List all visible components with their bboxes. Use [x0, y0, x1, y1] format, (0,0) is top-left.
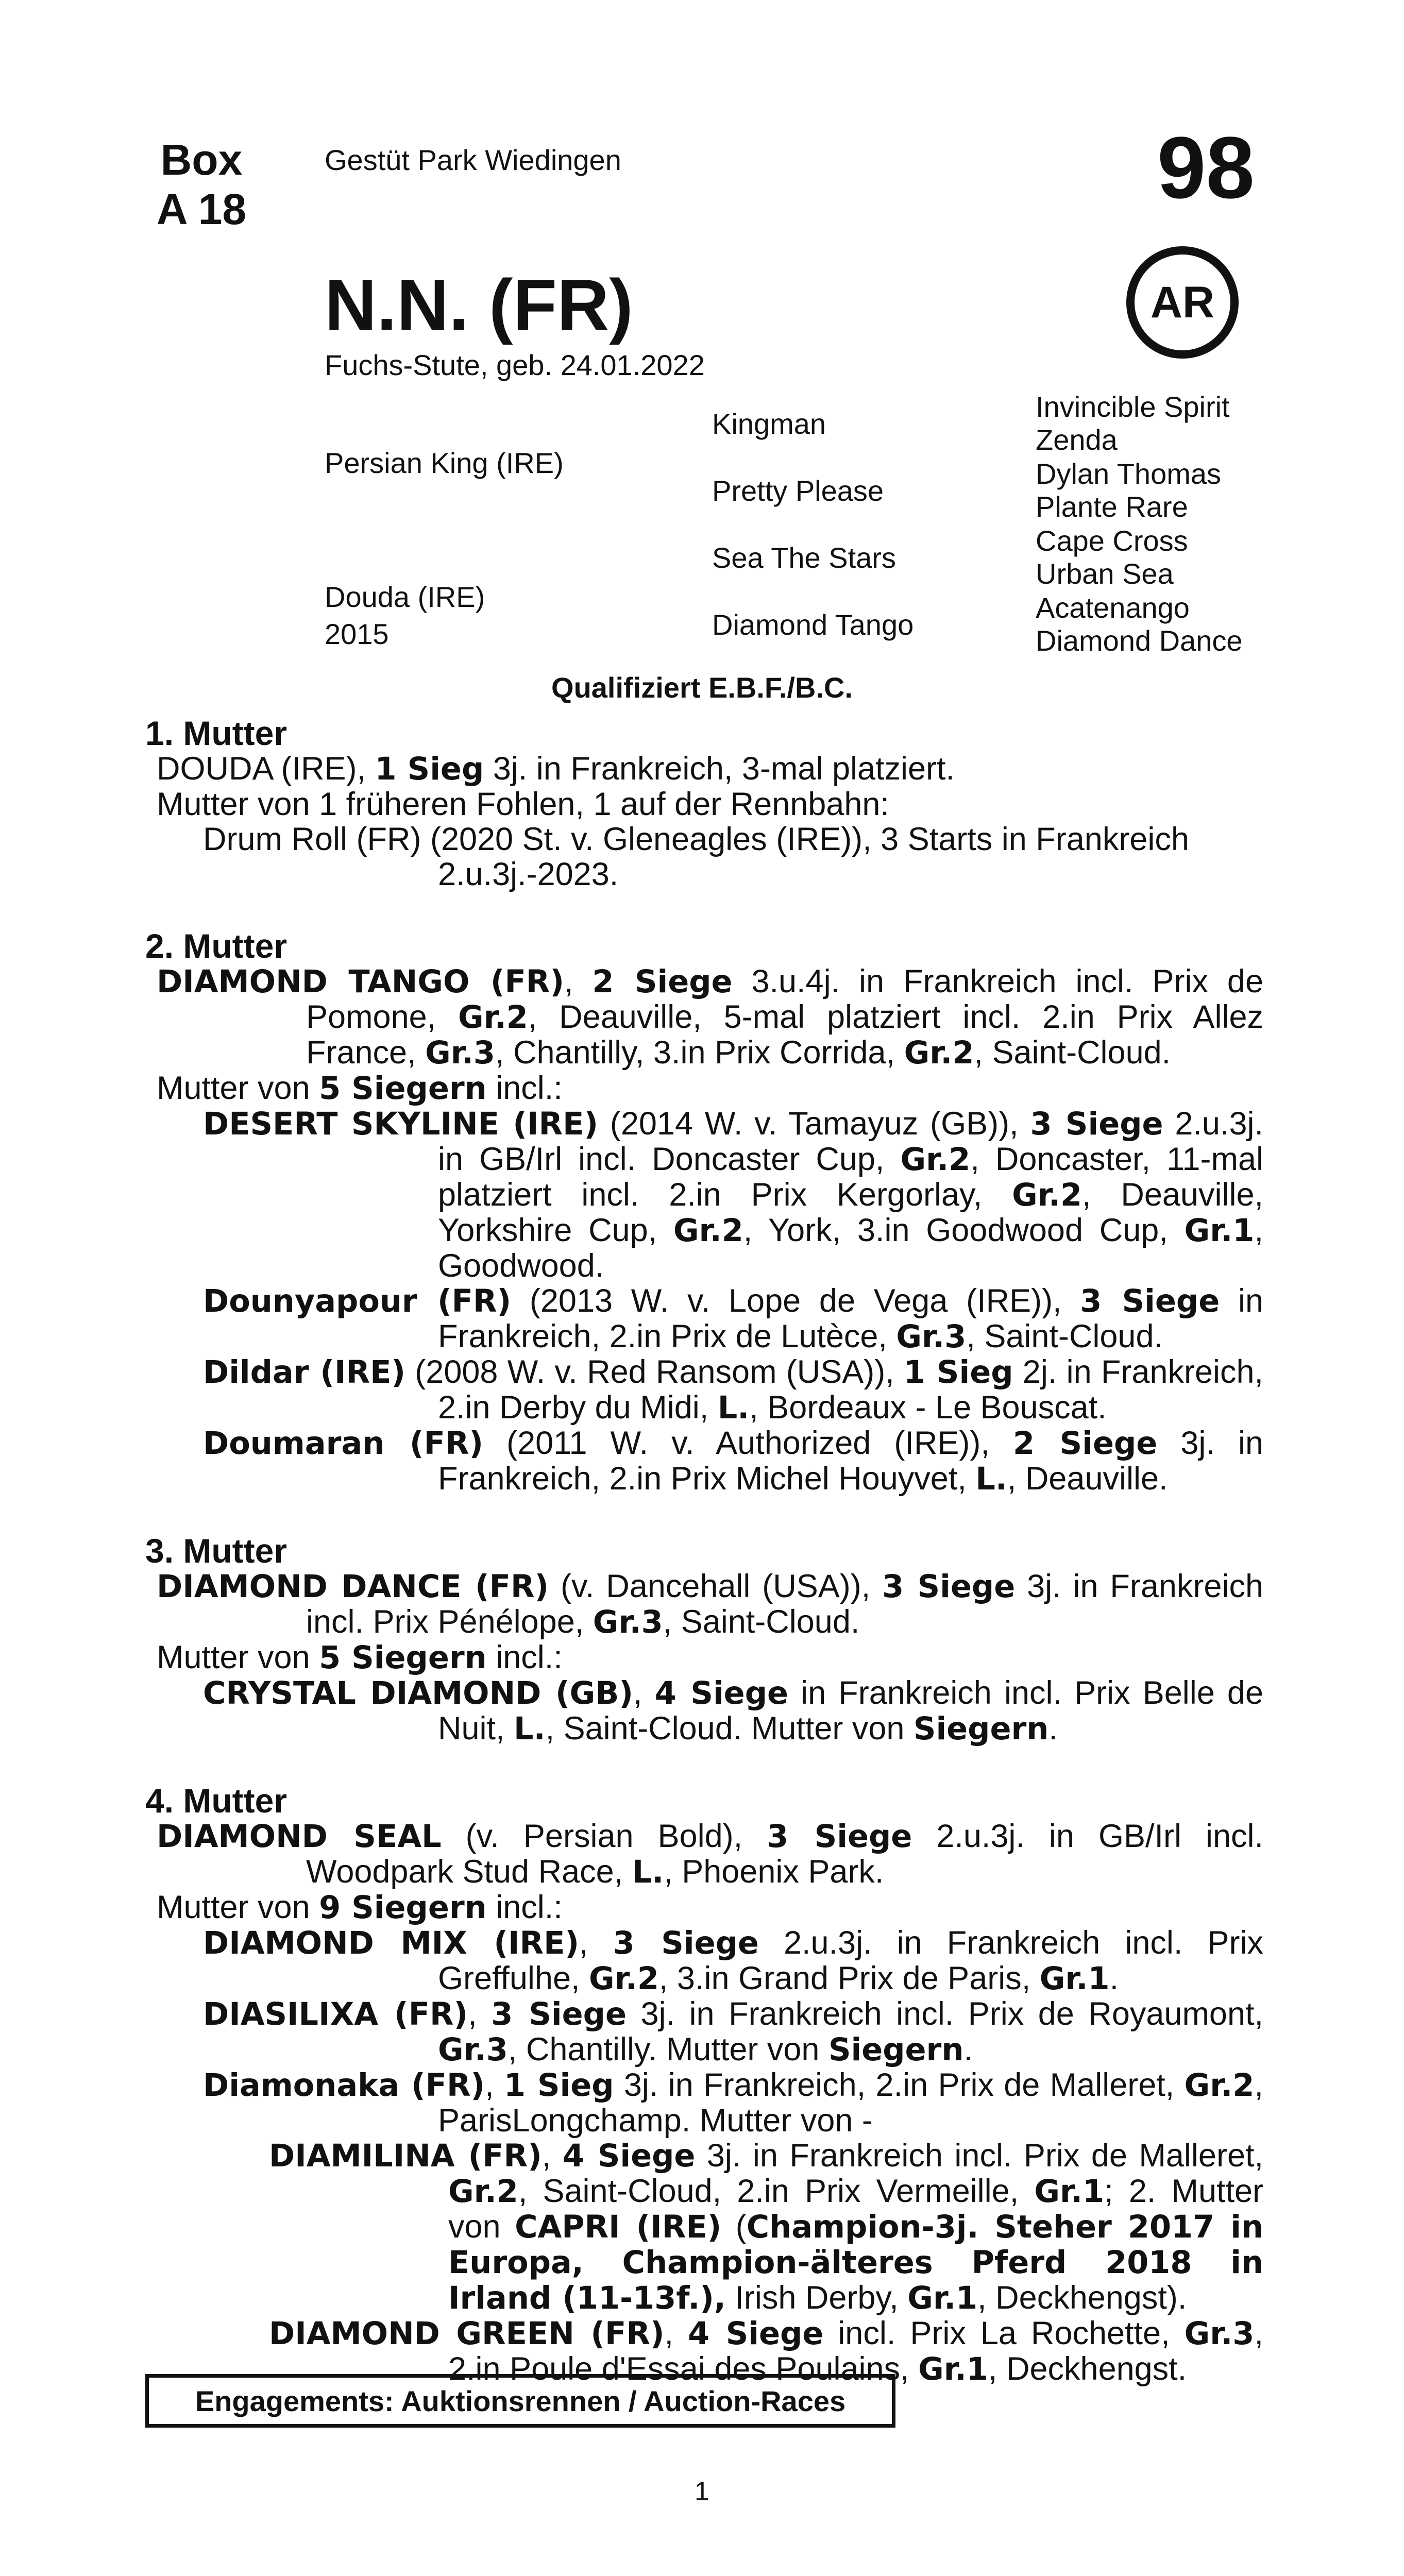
t: Gr.3: [425, 1035, 495, 1071]
t: , Deauville, Yorkshire Cup,: [438, 1177, 1263, 1248]
qualification-note: Qualifiziert E.B.F./B.C.: [551, 671, 853, 704]
dam-1-produce-1: Drum Roll (FR) (2020 St. v. Gleneagles (IRE)), 3 Starts in Frankreich 2.u.3j.-2023.: [203, 821, 1189, 892]
dam-2-produce-summary: [145, 1071, 1263, 1106]
horse-name: N.N. (FR): [325, 264, 633, 345]
dam-3-produce-1: [145, 1675, 1263, 1747]
pedigree-g3-3: Dylan Thomas: [1036, 457, 1222, 490]
t: 5 Siegern: [319, 1071, 487, 1107]
t: 3 Siege: [1080, 1283, 1220, 1319]
t: Doumaran (FR): [203, 1426, 484, 1462]
dam-4-produce-2: [145, 1996, 1263, 2067]
t: (2013 W. v. Lope de Vega (IRE)),: [511, 1283, 1080, 1319]
t: L.: [975, 1461, 1007, 1497]
pedigree-sire: Persian King (IRE): [325, 447, 564, 479]
pedigree-g3-5: Cape Cross: [1036, 524, 1188, 557]
horse-description: Fuchs-Stute, geb. 24.01.2022: [325, 349, 705, 381]
t: ,: [633, 1675, 655, 1711]
t: , Deauville.: [1007, 1461, 1168, 1497]
t: incl. Prix La Rochette,: [823, 2315, 1185, 2351]
t: 3 Siege: [882, 1569, 1016, 1605]
t: Gr.2: [589, 1961, 659, 1997]
dam-2-produce-4: [145, 1426, 1263, 1497]
pedigree-g3-1: Invincible Spirit: [1036, 391, 1230, 423]
pedigree-g2-4: Diamond Tango: [712, 608, 914, 641]
t: Irish Derby,: [725, 2280, 908, 2316]
t: , Saint-Cloud. Mutter von: [545, 1710, 914, 1747]
t: , Bordeaux - Le Bouscat.: [749, 1389, 1107, 1426]
dam-4-grandproduce-1: [145, 2138, 1263, 2316]
t: Gr.2: [673, 1213, 743, 1249]
t: , Deckhengst.: [988, 2351, 1187, 2387]
t: Gr.2: [458, 999, 528, 1036]
t: Gr.1: [1039, 1961, 1110, 1997]
t: , York, 3.in Goodwood Cup,: [743, 1212, 1185, 1248]
t: , Goodwood.: [438, 1212, 1263, 1284]
t: Mutter von: [157, 1889, 319, 1925]
t: 1 Sieg: [904, 1354, 1013, 1391]
t: 1 Sieg: [504, 2067, 614, 2104]
t: 4 Siege: [654, 1675, 788, 1711]
pedigree-g2-3: Sea The Stars: [712, 541, 896, 574]
t: ,: [564, 963, 593, 999]
ar-badge-text: AR: [1150, 277, 1215, 327]
t: Gr.1: [907, 2280, 978, 2316]
t: incl.:: [486, 1070, 563, 1106]
t: CAPRI (IRE): [515, 2209, 722, 2245]
t: Gr.2: [1012, 1177, 1082, 1213]
t: 4 Siege: [688, 2316, 824, 2352]
t: , Deckhengst).: [977, 2280, 1187, 2316]
t: Champion-3j. Steher 2017 in Europa, Champion-älteres Pferd 2018 in Irland (11-13f.),: [448, 2209, 1263, 2316]
t: 3 Siege: [491, 1996, 627, 2032]
family-content: [145, 715, 1263, 2387]
engagements-text: Engagements: Auktionsrennen / Auction-Races: [195, 2384, 846, 2417]
t: , Saint-Cloud.: [966, 1318, 1163, 1354]
box-number: A 18: [156, 185, 247, 233]
t: , Saint-Cloud.: [974, 1035, 1171, 1071]
pedigree-g3-2: Zenda: [1036, 423, 1118, 456]
t: (: [721, 2209, 747, 2245]
t: ,: [542, 2138, 563, 2174]
t: Mutter von: [157, 1639, 319, 1675]
pedigree-g3-8: Diamond Dance: [1036, 624, 1243, 657]
t: , Chantilly, 3.in Prix Corrida,: [495, 1035, 904, 1071]
pedigree-dam: Douda (IRE): [325, 581, 485, 613]
consignor: Gestüt Park Wiedingen: [325, 144, 621, 176]
t: Siegern: [828, 2032, 964, 2068]
section-heading-2: 2. Mutter: [145, 927, 287, 965]
t: Diamonaka (FR): [203, 2067, 485, 2104]
dam-4-produce-3: [145, 2067, 1263, 2138]
t: 3j. in Frankreich, 2.in Prix Michel Houyvet,: [438, 1425, 1263, 1497]
pedigree-dam-year: 2015: [325, 618, 389, 650]
t: 9 Siegern: [319, 1890, 487, 1926]
t: Gr.2: [448, 2174, 518, 2210]
t: CRYSTAL DIAMOND (GB): [203, 1675, 634, 1711]
t: L.: [717, 1390, 750, 1426]
t: (v. Dancehall (USA)),: [549, 1568, 883, 1604]
engagements-box: [145, 2374, 895, 2428]
t: Gr.3: [438, 2032, 508, 2068]
t: ,: [664, 2315, 688, 2351]
page-number: 1: [695, 2477, 709, 2506]
t: 4 Siege: [562, 2138, 696, 2174]
section-heading-1: 1. Mutter: [145, 714, 287, 752]
t: 2.u.3j. in Frankreich incl. Prix Greffulhe,: [438, 1925, 1263, 1996]
dam-1-line: [145, 751, 1263, 787]
t: Gr.3: [896, 1319, 967, 1355]
t: 3 Siege: [767, 1819, 912, 1855]
ar-badge-icon: [1126, 246, 1239, 359]
t: DIAMILINA (FR): [269, 2138, 542, 2174]
section-heading-4: 4. Mutter: [145, 1782, 287, 1820]
t: Gr.3: [1184, 2316, 1255, 2352]
t: ,: [485, 2067, 504, 2103]
t: incl.:: [486, 1889, 563, 1925]
t: .: [1109, 1960, 1119, 1996]
t: .: [1048, 1710, 1058, 1747]
t: Gr.3: [593, 1604, 663, 1640]
dam-2-record: [145, 964, 1263, 1071]
pedigree-g2-2: Pretty Please: [712, 474, 884, 507]
dam-2-produce-1: [145, 1106, 1263, 1283]
dam-1-name: DOUDA (IRE),: [157, 751, 375, 787]
t: , Phoenix Park.: [664, 1854, 884, 1890]
pedigree-g3-4: Plante Rare: [1036, 490, 1188, 523]
pedigree-g3-7: Acatenango: [1036, 591, 1190, 624]
t: DIAMOND DANCE (FR): [157, 1569, 549, 1605]
t: L.: [514, 1711, 546, 1747]
t: 2j. in Frankreich, 2.in Derby du Midi,: [438, 1354, 1263, 1426]
t: in Frankreich incl. Prix Belle de Nuit,: [438, 1675, 1263, 1747]
lot-number: 98: [1157, 119, 1255, 217]
dam-1-produce-summary: Mutter von 1 früheren Fohlen, 1 auf der Rennbahn:: [157, 786, 889, 822]
t: Dounyapour (FR): [203, 1283, 512, 1319]
t: Siegern: [913, 1711, 1049, 1747]
t: , 3.in Grand Prix de Paris,: [658, 1960, 1040, 1996]
dam-1-wins: 1 Sieg: [375, 751, 484, 787]
t: Gr.1: [1184, 1213, 1255, 1249]
pedigree-g2-1: Kingman: [712, 408, 826, 440]
t: , ParisLongchamp. Mutter von -: [438, 2067, 1263, 2139]
t: (2014 W. v. Tamayuz (GB)),: [598, 1106, 1030, 1142]
t: incl.:: [486, 1639, 563, 1675]
t: 2 Siege: [592, 964, 733, 1000]
t: Gr.2: [900, 1142, 971, 1178]
t: (2008 W. v. Red Ransom (USA)),: [405, 1354, 904, 1390]
t: 3 Siege: [1030, 1106, 1163, 1142]
dam-4-produce-summary: [145, 1890, 1263, 1925]
t: 5 Siegern: [319, 1640, 487, 1676]
t: 3 Siege: [613, 1925, 759, 1961]
t: DIAMOND GREEN (FR): [269, 2316, 665, 2352]
t: DIAMOND MIX (IRE): [203, 1925, 580, 1961]
t: , Saint-Cloud, 2.in Prix Vermeille,: [518, 2173, 1035, 2209]
t: Gr.2: [904, 1035, 974, 1071]
t: 2.u.3j. in GB/Irl incl. Doncaster Cup,: [438, 1106, 1263, 1177]
dam-1-record: 3j. in Frankreich, 3-mal platziert.: [484, 751, 955, 787]
dam-3-produce-summary: [145, 1640, 1263, 1675]
box-label: [147, 135, 256, 234]
t: DIASILIXA (FR): [203, 1996, 468, 2032]
t: in Frankreich, 2.in Prix de Lutèce,: [438, 1283, 1263, 1354]
t: Gr.1: [918, 2351, 988, 2387]
t: .: [963, 2031, 973, 2067]
t: 3j. in Frankreich incl. Prix Pénélope,: [306, 1568, 1264, 1640]
dam-3-record: [145, 1569, 1263, 1640]
t: , Chantilly. Mutter von: [508, 2031, 828, 2067]
t: DIAMOND TANGO (FR): [157, 964, 564, 1000]
t: DESERT SKYLINE (IRE): [203, 1106, 599, 1142]
t: 3j. in Frankreich, 2.in Prix de Malleret,: [614, 2067, 1185, 2103]
box-label-text: Box: [160, 135, 243, 184]
dam-4-produce-1: [145, 1925, 1263, 1996]
t: Gr.1: [1034, 2174, 1105, 2210]
t: (2011 W. v. Authorized (IRE)),: [483, 1425, 1013, 1461]
t: , Saint-Cloud.: [663, 1604, 860, 1640]
section-heading-3: 3. Mutter: [145, 1532, 287, 1570]
t: , Doncaster, 11-mal platziert incl. 2.in Prix Kergorlay,: [438, 1141, 1263, 1213]
t: 3.u.4j. in Frankreich incl. Prix de Pomone,: [306, 963, 1263, 1035]
t: ,: [579, 1925, 613, 1961]
t: Mutter von: [157, 1070, 319, 1106]
t: 3j. in Frankreich incl. Prix de Malleret,: [695, 2138, 1263, 2174]
t: ; 2. Mutter von: [448, 2173, 1264, 2245]
t: ,: [468, 1996, 492, 2032]
t: DIAMOND SEAL: [157, 1819, 442, 1855]
t: 3j. in Frankreich incl. Prix de Royaumont,: [626, 1996, 1264, 2032]
dam-4-record: [145, 1819, 1263, 1890]
t: , Deauville, 5-mal platziert incl. 2.in Prix Allez France,: [306, 999, 1263, 1071]
t: Gr.2: [1184, 2067, 1255, 2104]
t: 2 Siege: [1012, 1426, 1158, 1462]
t: 2.u.3j. in GB/Irl incl. Woodpark Stud Race,: [306, 1818, 1263, 1890]
dam-2-produce-2: [145, 1283, 1263, 1354]
t: , 2.in Poule d'Essai des Poulains,: [448, 2315, 1263, 2387]
dam-2-produce-3: [145, 1354, 1263, 1426]
t: Dildar (IRE): [203, 1354, 406, 1391]
pedigree-g3-6: Urban Sea: [1036, 557, 1174, 590]
t: (v. Persian Bold),: [441, 1818, 767, 1854]
t: L.: [632, 1854, 664, 1890]
